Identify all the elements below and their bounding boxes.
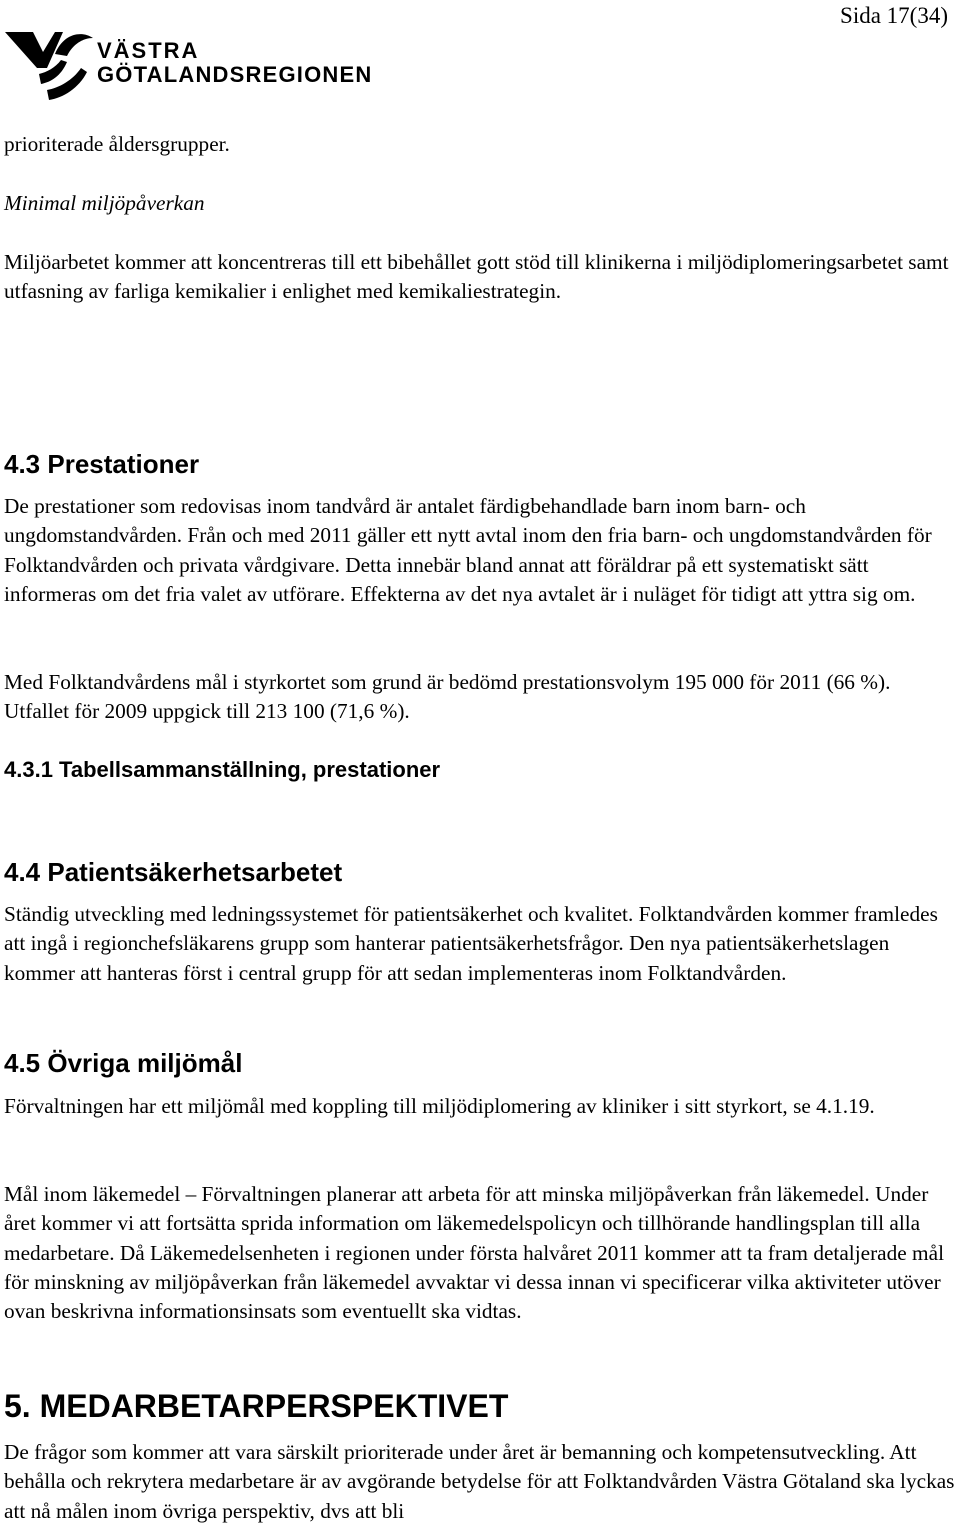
paragraph-prestationer: De prestationer som redovisas inom tandvård är antalet färdigbehandlade barn inom barn- och ungdomstandvården. Från och med 2011 gäller ett nytt avtal inom den fria barn- och ungdomstandvården för Folktandvården och privata vårdgivare. Detta innebär bland annat att föräldrar på ett systematiskt sätt informeras om det fria valet av utförare. Effekterna av det nya avtalet är i nuläget för tidigt att yttra sig om. [4, 494, 932, 606]
heading-4-3-prestationer: 4.3 Prestationer [4, 449, 200, 479]
heading-5-medarbetarperspektivet: 5. MEDARBETARPERSPEKTIVET [4, 1388, 509, 1424]
heading-4-5-ovriga-miljomal: 4.5 Övriga miljömål [4, 1048, 243, 1078]
paragraph-lakemedel: Mål inom läkemedel – Förvaltningen planerar att arbeta för att minska miljöpåverkan från läkemedel. Under året kommer vi att fortsätta sprida information om läkemedelspolicyn och tillhörande handlingsplan till alla medarbetare. Då Läkemedelsenheten i regionen under första halvåret 2011 kommer att ta fram detaljerade mål för minskning av miljöpåverkan från läkemedel avvaktar vi dessa innan vi specificerar vilka aktiviteter utöver ovan beskrivna informationsinsats som eventuellt ska vidtas. [4, 1182, 944, 1324]
logo-line1: VÄSTRA [97, 38, 200, 63]
page-number: Sida 17(34) [840, 3, 948, 28]
paragraph-aldersgrupper: prioriterade åldersgrupper. [4, 132, 230, 156]
paragraph-patientsakerhet: Ständig utveckling med ledningssystemet för patientsäkerhet och kvalitet. Folktandvården kommer framledes att ingå i regionchefsläkarens grupp som hanterar patientsäkerhetsfrågor. Den nya patientsäkerhetslagen kommer att hanteras först i central grupp för att sedan implementeras inom Folktandvården. [4, 902, 938, 985]
logo-line2: GÖTALANDSREGIONEN [97, 62, 373, 87]
paragraph-miljoarbetet: Miljöarbetet kommer att koncentreras till ett bibehållet gott stöd till klinikerna i miljödiplomeringsarbetet samt utfasning av farliga kemikalier i enlighet med kemikaliestrategin. [4, 250, 949, 304]
logo-mark-icon [5, 32, 93, 100]
paragraph-miljomal: Förvaltningen har ett miljömål med koppling till miljödiplomering av kliniker i sitt styrkort, se 4.1.19. [4, 1094, 875, 1118]
subheading-minimal-miljopaverkan: Minimal miljöpåverkan [4, 191, 205, 215]
paragraph-prestationsvolym: Med Folktandvårdens mål i styrkortet som grund är bedömd prestationsvolym 195 000 för 2011 (66 %). Utfallet för 2009 uppgick till 213 100 (71,6 %). [4, 670, 891, 724]
heading-4-3-1-tabellsammanstallning: 4.3.1 Tabellsammanställning, prestationer [4, 757, 441, 782]
paragraph-medarbetare: De frågor som kommer att vara särskilt prioriterade under året är bemanning och kompetensutveckling. Att behålla och rekrytera medarbetare är av avgörande betydelse för att Folktandvården Västra Götaland ska lyckas att nå målen inom övriga perspektiv, dvs att bli [4, 1440, 955, 1523]
vastra-gotalandsregionen-logo [3, 24, 393, 108]
heading-4-4-patientsakerhetsarbetet: 4.4 Patientsäkerhetsarbetet [4, 857, 343, 887]
